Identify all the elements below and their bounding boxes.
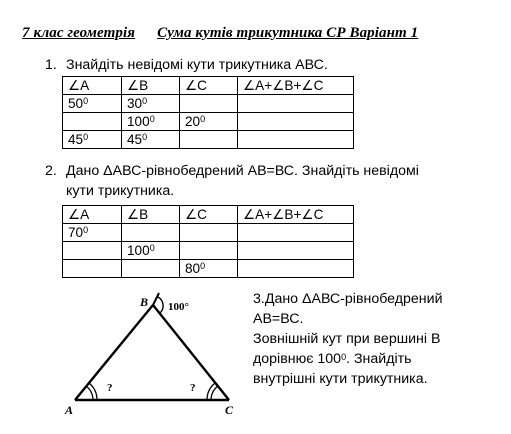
table-row	[63, 113, 354, 131]
cell-empty[interactable]	[238, 224, 354, 242]
task3-line1: 3.Дано ΔАВС-рівнобедрений	[253, 291, 443, 307]
triangle-figure	[60, 290, 250, 420]
cell-empty[interactable]	[238, 242, 354, 260]
vertex-a-label: A	[65, 403, 74, 417]
task1-table	[62, 76, 354, 149]
angle-a-unknown: ?	[107, 382, 113, 394]
header-class-topic: 7 клас геометрія	[22, 25, 136, 41]
header-angle-c: ∠C	[180, 206, 238, 224]
cell: $70^0$	[63, 224, 122, 242]
cell-empty[interactable]	[122, 260, 180, 278]
cell: $30^0$	[122, 95, 180, 113]
cell-empty[interactable]	[63, 113, 122, 131]
header-test-title: Сума кутів трикутника СР Варіант 1	[157, 25, 419, 41]
cell-empty[interactable]	[238, 113, 354, 131]
cell: $100^0$	[122, 113, 180, 131]
task3-line4: дорівнює $100^0$. Знайдіть	[253, 351, 412, 367]
angle-c-arc-inner	[211, 386, 218, 400]
table-row	[63, 242, 354, 260]
angle-c-unknown: ?	[190, 382, 196, 394]
cell: $45^0$	[122, 131, 180, 149]
cell-empty[interactable]	[238, 260, 354, 278]
table-row	[63, 131, 354, 149]
task3-prompt	[253, 289, 443, 389]
table-row	[63, 260, 354, 278]
header-angle-b: ∠B	[122, 77, 180, 95]
cell: $100^0$	[122, 242, 180, 260]
task2-number: 2.	[45, 163, 57, 179]
task1-prompt	[45, 55, 328, 75]
task2-text-line2: кути трикутника.	[66, 183, 175, 199]
cell: $20^0$	[180, 113, 238, 131]
task3-line2: АВ=ВС.	[253, 311, 304, 327]
vertex-c-label: C	[225, 403, 234, 417]
cell-empty[interactable]	[238, 131, 354, 149]
table-row	[63, 95, 354, 113]
exterior-angle-label: 100°	[168, 301, 189, 313]
cell-empty[interactable]	[180, 131, 238, 149]
cell-empty[interactable]	[180, 224, 238, 242]
angle-a-arc-inner	[86, 386, 93, 400]
task3-line3: Зовнішній кут при вершині В	[253, 331, 441, 347]
side-ab-extension	[153, 293, 159, 305]
cell: $80^0$	[180, 260, 238, 278]
table-header-row	[63, 206, 354, 224]
header-angle-a: ∠A	[63, 206, 122, 224]
task2-prompt	[45, 161, 419, 201]
task3-line5: внутрішні кути трикутника.	[253, 371, 428, 387]
cell: $50^0$	[63, 95, 122, 113]
cell-empty[interactable]	[180, 242, 238, 260]
task1-number: 1.	[45, 57, 57, 73]
header-angle-c: ∠C	[180, 77, 238, 95]
header-angle-sum: ∠A+∠B+∠C	[238, 77, 354, 95]
cell: $45^0$	[63, 131, 122, 149]
header-angle-a: ∠A	[63, 77, 122, 95]
vertex-b-label: B	[140, 295, 149, 309]
cell-empty[interactable]	[63, 260, 122, 278]
task1-text: Знайдіть невідомі кути трикутника АВС.	[66, 57, 328, 73]
worksheet-header	[22, 25, 418, 42]
cell-empty[interactable]	[238, 95, 354, 113]
task2-table	[62, 205, 354, 278]
header-angle-sum: ∠A+∠B+∠C	[238, 206, 354, 224]
table-header-row	[63, 77, 354, 95]
cell-empty[interactable]	[122, 224, 180, 242]
table-row	[63, 224, 354, 242]
cell-empty[interactable]	[180, 95, 238, 113]
task2-text-line1: Дано ΔАВС-рівнобедрений АВ=ВС. Знайдіть невідомі	[66, 163, 419, 179]
header-angle-b: ∠B	[122, 206, 180, 224]
cell-empty[interactable]	[63, 242, 122, 260]
